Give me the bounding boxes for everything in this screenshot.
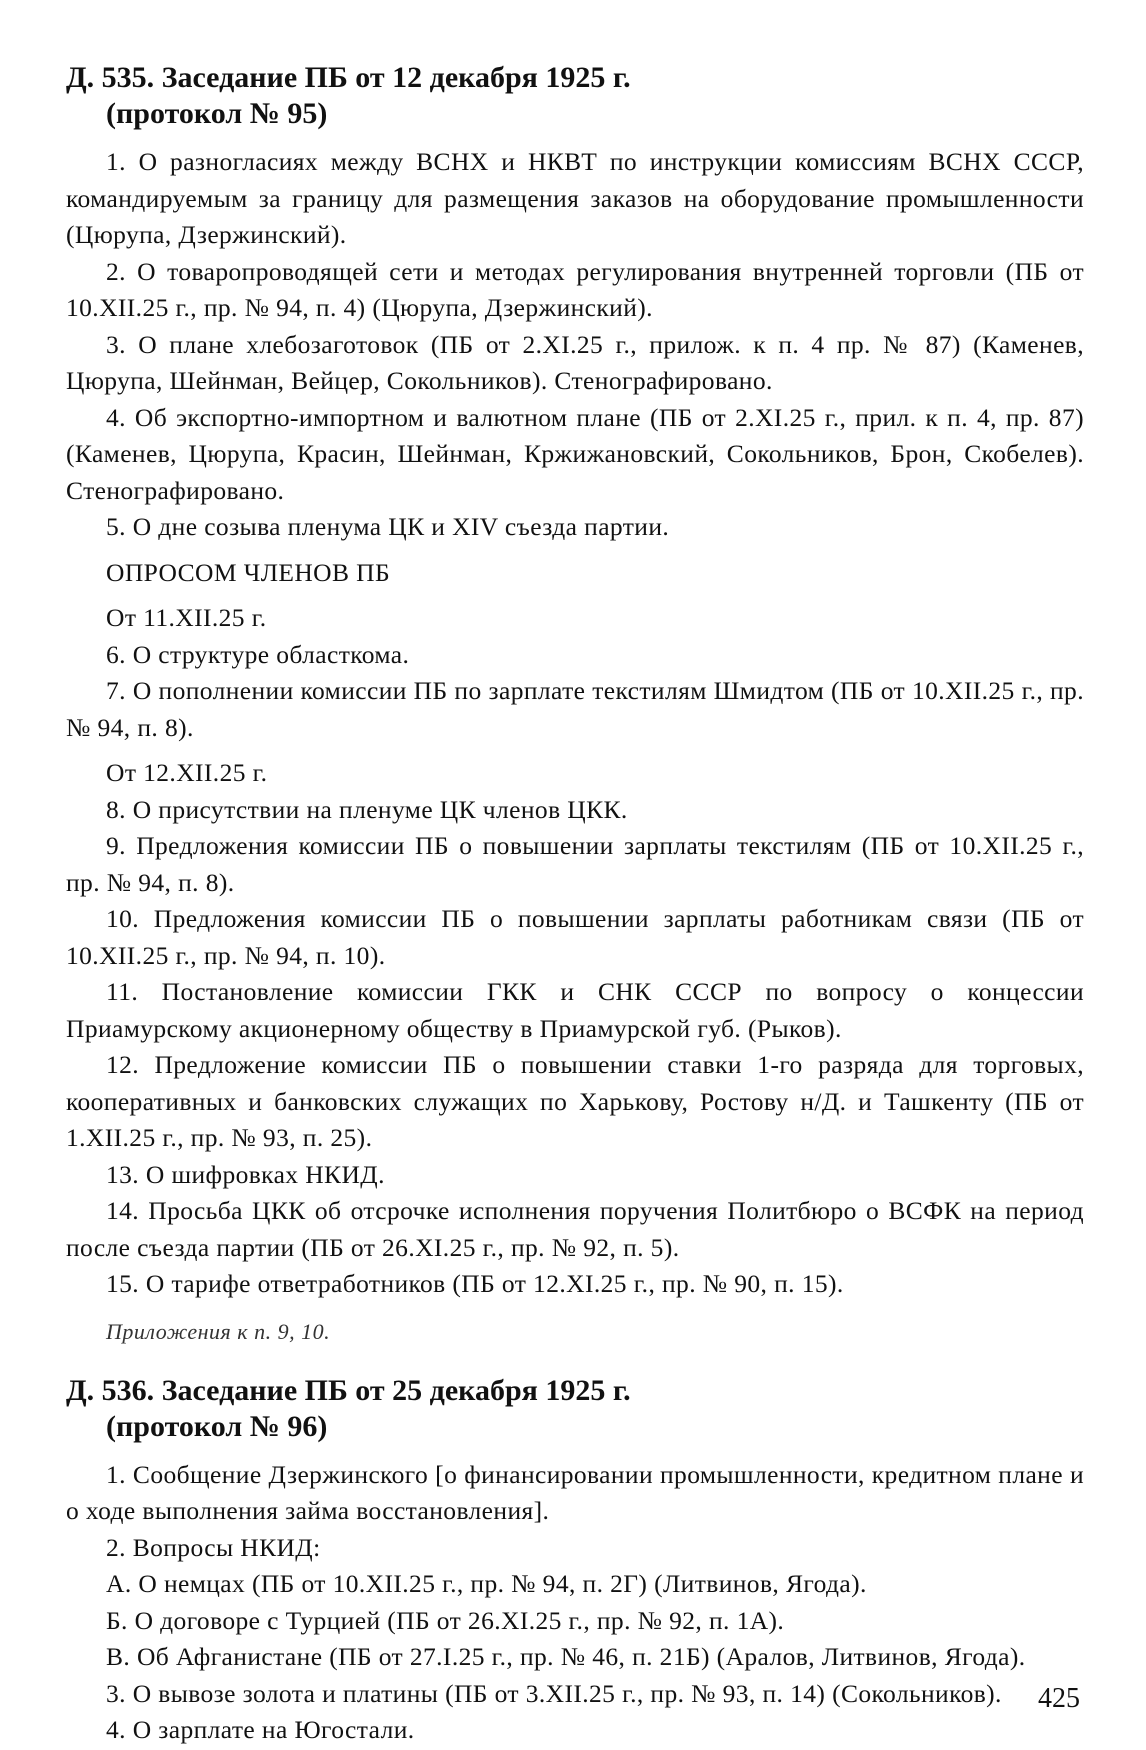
doc-535-title: Д. 535. Заседание ПБ от 12 декабря 1925 г. (66, 61, 631, 94)
list-item: А. О немцах (ПБ от 10.XII.25 г., пр. № 94, п. 2Г) (Литвинов, Ягода). (106, 1569, 867, 1598)
list-item: 3. О вывозе золота и платины (ПБ от 3.XII.25 г., пр. № 93, п. 14) (Сокольников). (106, 1678, 1002, 1708)
doc-535-heading (66, 60, 1084, 132)
list-item: 4. О зарплате на Югостали. (106, 1715, 415, 1744)
list-item: 13. О шифровках НКИД. (106, 1159, 385, 1189)
list-item: 7. О пополнении комиссии ПБ по зарплате текстилям Шмидтом (ПБ от 10.XII.25 г., пр. № 94, п. 8). (66, 676, 1084, 742)
date-heading: От 11.XII.25 г. (106, 603, 267, 632)
doc-536-items (66, 1457, 1084, 1749)
list-item: 14. Просьба ЦКК об отсрочке исполнения поручения Политбюро о ВСФК на период после съезда партии (ПБ от 26.XI.25 г., пр. № 92, п. 5). (66, 1196, 1084, 1262)
list-item: 8. О присутствии на пленуме ЦК членов ЦКК. (106, 794, 628, 824)
list-item: 12. Предложение комиссии ПБ о повышении ставки 1-го разряда для торговых, кооперативных и банковских служащих по Харькову, Ростову н/Д. и Ташкенту (ПБ от 1.XII.25 г., пр. № 93, п. 25). (66, 1050, 1084, 1152)
page-content (66, 60, 1084, 1749)
appendix-note: Приложения к п. 9, 10. (106, 1318, 331, 1344)
date-heading: От 12.XII.25 г. (106, 758, 268, 787)
list-item: 2. О товаропроводящей сети и методах регулирования внутренней торговли (ПБ от 10.XII.25 г., пр. № 94, п. 4) (Цюрупа, Дзержинский). (66, 256, 1084, 322)
list-item: 10. Предложения комиссии ПБ о повышении зарплаты работникам связи (ПБ от 10.XII.25 г., пр. № 94, п. 10). (66, 904, 1084, 970)
list-item: 2. Вопросы НКИД: (106, 1532, 321, 1562)
doc-535-protocol: (протокол № 95) (106, 97, 328, 130)
list-item: 9. Предложения комиссии ПБ о повышении зарплаты текстилям (ПБ от 10.XII.25 г., пр. № 94, п. 8). (66, 831, 1084, 897)
list-item: 3. О плане хлебозаготовок (ПБ от 2.XI.25 г., прилож. к п. 4 пр. № 87) (Каменев, Цюрупа, Шейнман, Вейцер, Сокольников). Стенографировано. (66, 329, 1084, 395)
list-item: 1. Сообщение Дзержинского [о финансировании промышленности, кредитном плане и о ходе выполнения займа восстановления]. (66, 1459, 1084, 1525)
list-item: В. Об Афганистане (ПБ от 27.I.25 г., пр. № 46, п. 21Б) (Аралов, Литвинов, Ягода). (106, 1642, 1026, 1671)
list-item: 15. О тарифе ответработников (ПБ от 12.XI.25 г., пр. № 90, п. 15). (106, 1269, 844, 1298)
doc-535-items (66, 144, 1084, 1347)
list-item: 6. О структуре областкома. (106, 639, 410, 669)
list-item: 1. О разногласиях между ВСНХ и НКВТ по инструкции комиссиям ВСНХ СССР, командируемым за границу для размещения заказов на оборудование промышленности (Цюрупа, Дзержинский). (66, 147, 1084, 249)
opros-heading: ОПРОСОМ ЧЛЕНОВ ПБ (106, 557, 391, 587)
doc-536-protocol: (протокол № 96) (106, 1409, 328, 1443)
doc-536-heading (66, 1373, 1084, 1445)
list-item: 4. Об экспортно-импортном и валютном плане (ПБ от 2.XI.25 г., прил. к п. 4, пр. 87) (Каменев, Цюрупа, Красин, Шейнман, Кржижановский, Сокольников, Брон, Скобелев). Стенографировано. (66, 402, 1084, 505)
list-item: 5. О дне созыва пленума ЦК и XIV съезда партии. (106, 512, 670, 541)
page-number: 425 (1038, 1683, 1080, 1714)
list-item: Б. О договоре с Турцией (ПБ от 26.XI.25 г., пр. № 92, п. 1А). (106, 1605, 785, 1635)
doc-536-title: Д. 536. Заседание ПБ от 25 декабря 1925 г. (66, 1373, 631, 1407)
list-item: 11. Постановление комиссии ГКК и СНК СССР по вопросу о концессии Приамурскому акционерному обществу в Приамурской губ. (Рыков). (66, 977, 1084, 1043)
